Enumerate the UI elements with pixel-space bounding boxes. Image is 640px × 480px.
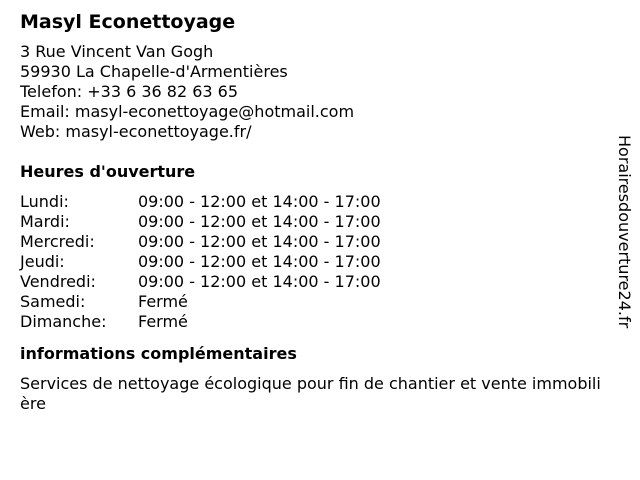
hours-title: Heures d'ouverture [20,162,196,181]
business-name: Masyl Econettoyage [20,11,236,33]
day-hours: 09:00 - 12:00 et 14:00 - 17:00 [138,232,381,251]
website-link[interactable]: Web: masyl-econettoyage.fr/ [20,122,252,141]
hours-row [20,192,610,212]
email-address[interactable]: Email: masyl-econettoyage@hotmail.com [20,102,355,121]
hours-table [20,192,610,332]
phone-number[interactable]: Telefon: +33 6 36 82 63 65 [20,82,239,101]
hours-row [20,312,610,332]
hours-row [20,292,610,312]
day-label: Jeudi: [20,252,65,271]
day-label: Mercredi: [20,232,95,251]
day-label: Vendredi: [20,272,96,291]
hours-row [20,272,610,292]
brand-watermark: Horairesdouverture24.fr [615,135,634,329]
info-title: informations complémentaires [20,344,297,363]
day-label: Mardi: [20,212,70,231]
day-hours: 09:00 - 12:00 et 14:00 - 17:00 [138,212,381,231]
hours-row [20,252,610,272]
day-hours: 09:00 - 12:00 et 14:00 - 17:00 [138,272,381,291]
day-label: Samedi: [20,292,86,311]
street-address: 3 Rue Vincent Van Gogh [20,42,214,61]
day-label: Lundi: [20,192,69,211]
day-hours: 09:00 - 12:00 et 14:00 - 17:00 [138,192,381,211]
info-text: Services de nettoyage écologique pour fin de chantier et vente immobilière [20,374,601,413]
day-hours: Fermé [138,312,188,331]
business-card [20,10,610,414]
hours-row [20,232,610,252]
contact-block [20,42,610,142]
day-hours: Fermé [138,292,188,311]
day-hours: 09:00 - 12:00 et 14:00 - 17:00 [138,252,381,271]
day-label: Dimanche: [20,312,107,331]
city-address: 59930 La Chapelle-d'Armentières [20,62,288,81]
hours-row [20,212,610,232]
